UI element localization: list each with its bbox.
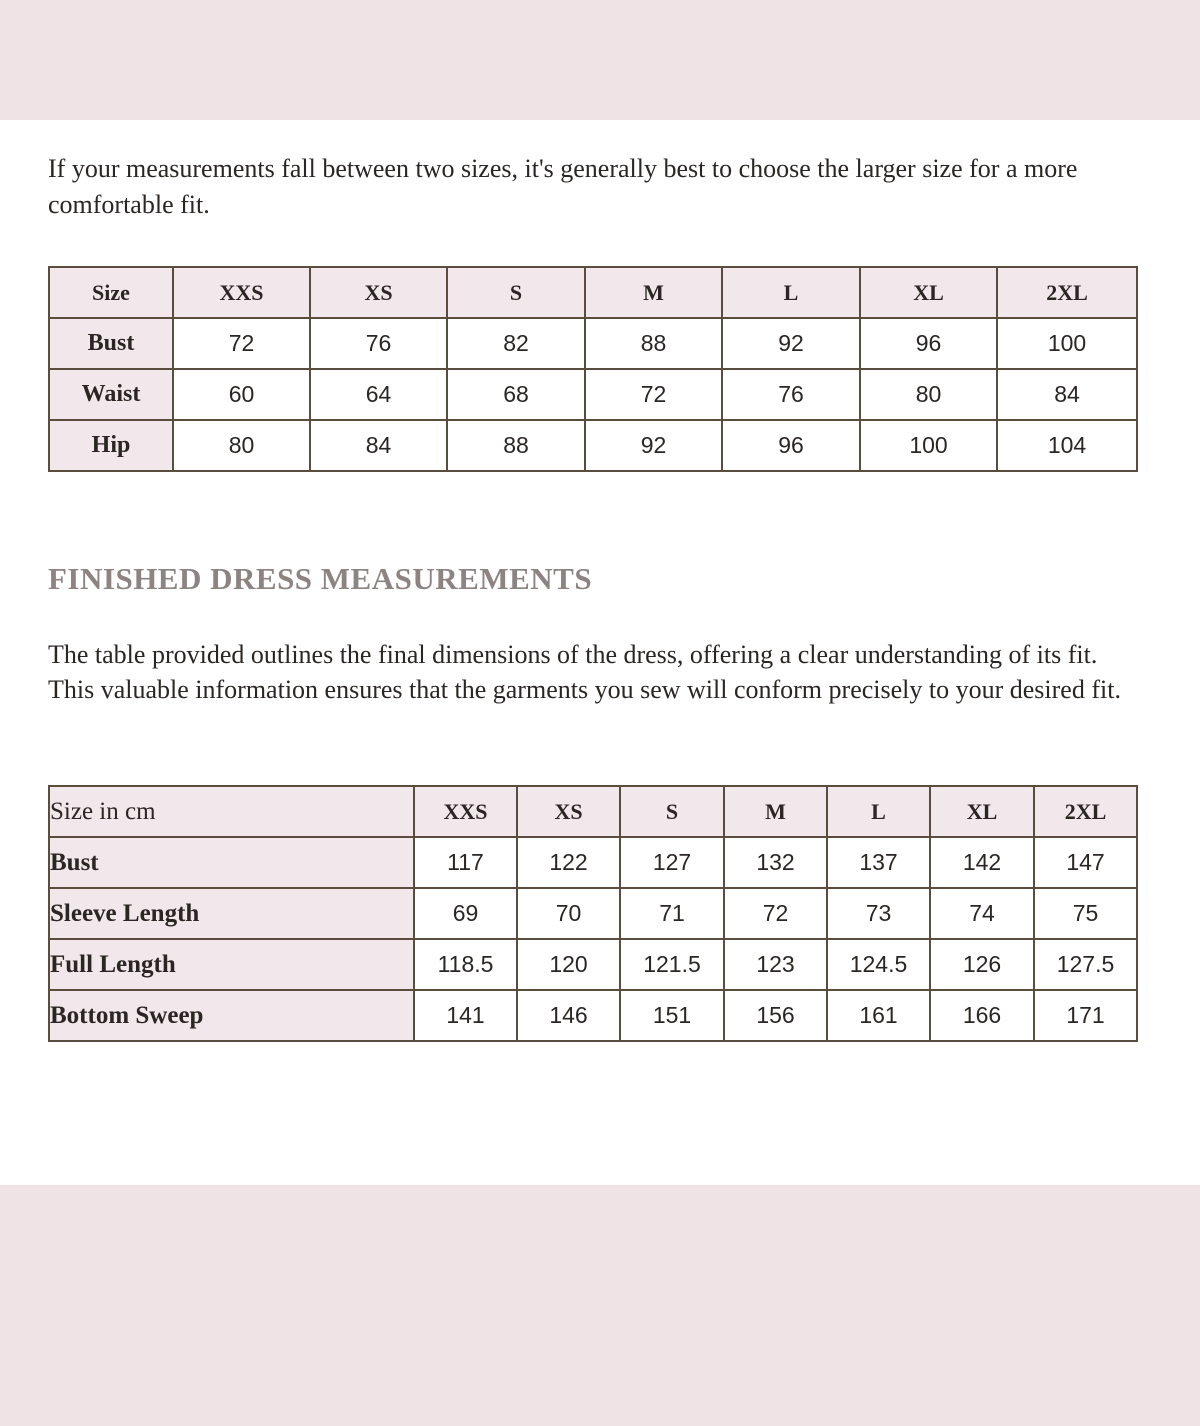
size-column-header: S	[447, 267, 585, 318]
page-content	[0, 120, 1200, 1185]
table-row	[49, 318, 1137, 369]
row-label: Bottom Sweep	[49, 990, 414, 1041]
table-cell: 123	[724, 939, 827, 990]
table-cell: 156	[724, 990, 827, 1041]
size-column-header: XL	[930, 786, 1034, 837]
size-column-header: L	[827, 786, 930, 837]
size-column-header: XL	[860, 267, 997, 318]
bottom-background-band	[0, 1185, 1200, 1426]
table-row	[49, 990, 1137, 1041]
table-cell: 82	[447, 318, 585, 369]
table-cell: 80	[860, 369, 997, 420]
row-label: Sleeve Length	[49, 888, 414, 939]
size-column-header: XXS	[414, 786, 517, 837]
dress-measurements-table	[48, 785, 1138, 1042]
intro-text: If your measurements fall between two sizes, it's generally best to choose the larger size for a more comfortable fit.	[48, 154, 1078, 219]
table-row	[49, 888, 1137, 939]
table-cell: 127.5	[1034, 939, 1137, 990]
table-cell: 70	[517, 888, 620, 939]
table-cell: 171	[1034, 990, 1137, 1041]
table-cell: 76	[310, 318, 447, 369]
size-column-header: XXS	[173, 267, 310, 318]
table-cell: 92	[585, 420, 722, 471]
table-cell: 84	[997, 369, 1137, 420]
size-column-header: 2XL	[1034, 786, 1137, 837]
size-header-row	[49, 786, 1137, 837]
table-cell: 88	[447, 420, 585, 471]
section-description: The table provided outlines the final dimensions of the dress, offering a clear understanding of its fit. This valuable information ensures that the garments you sew will conform precisely to your desired fit.	[48, 640, 1121, 704]
table-cell: 120	[517, 939, 620, 990]
table-cell: 166	[930, 990, 1034, 1041]
table-cell: 146	[517, 990, 620, 1041]
table-cell: 88	[585, 318, 722, 369]
table-cell: 104	[997, 420, 1137, 471]
top-background-band	[0, 0, 1200, 120]
table-row	[49, 420, 1137, 471]
table-cell: 69	[414, 888, 517, 939]
table-cell: 73	[827, 888, 930, 939]
body-measurements-table	[48, 266, 1138, 472]
table-cell: 151	[620, 990, 724, 1041]
table-cell: 161	[827, 990, 930, 1041]
table-cell: 100	[997, 318, 1137, 369]
table-cell: 72	[724, 888, 827, 939]
size-column-header: M	[585, 267, 722, 318]
table-row	[49, 369, 1137, 420]
table-cell: 122	[517, 837, 620, 888]
size-column-header: 2XL	[997, 267, 1137, 318]
table-row	[49, 939, 1137, 990]
size-corner-label: Size	[49, 267, 173, 318]
section-title: FINISHED DRESS MEASUREMENTS	[48, 561, 593, 596]
size-column-header: XS	[517, 786, 620, 837]
table-cell: 137	[827, 837, 930, 888]
size-column-header: XS	[310, 267, 447, 318]
table-cell: 132	[724, 837, 827, 888]
table-cell: 84	[310, 420, 447, 471]
table-cell: 96	[722, 420, 860, 471]
table-cell: 118.5	[414, 939, 517, 990]
table-cell: 71	[620, 888, 724, 939]
table-cell: 141	[414, 990, 517, 1041]
table-row	[49, 837, 1137, 888]
table-cell: 68	[447, 369, 585, 420]
table-cell: 117	[414, 837, 517, 888]
size-header-row	[49, 267, 1137, 318]
table-cell: 92	[722, 318, 860, 369]
table-cell: 72	[173, 318, 310, 369]
table-cell: 124.5	[827, 939, 930, 990]
table-cell: 142	[930, 837, 1034, 888]
size-corner-label: Size in cm	[49, 786, 414, 837]
table-cell: 72	[585, 369, 722, 420]
size-column-header: M	[724, 786, 827, 837]
row-label: Hip	[49, 420, 173, 471]
row-label: Bust	[49, 837, 414, 888]
table-cell: 74	[930, 888, 1034, 939]
size-column-header: S	[620, 786, 724, 837]
table-cell: 60	[173, 369, 310, 420]
row-label: Bust	[49, 318, 173, 369]
table-cell: 100	[860, 420, 997, 471]
table-cell: 126	[930, 939, 1034, 990]
table-cell: 64	[310, 369, 447, 420]
table-cell: 121.5	[620, 939, 724, 990]
table-cell: 147	[1034, 837, 1137, 888]
table-cell: 127	[620, 837, 724, 888]
table-cell: 75	[1034, 888, 1137, 939]
table-cell: 76	[722, 369, 860, 420]
size-column-header: L	[722, 267, 860, 318]
table-cell: 96	[860, 318, 997, 369]
row-label: Full Length	[49, 939, 414, 990]
table-cell: 80	[173, 420, 310, 471]
row-label: Waist	[49, 369, 173, 420]
